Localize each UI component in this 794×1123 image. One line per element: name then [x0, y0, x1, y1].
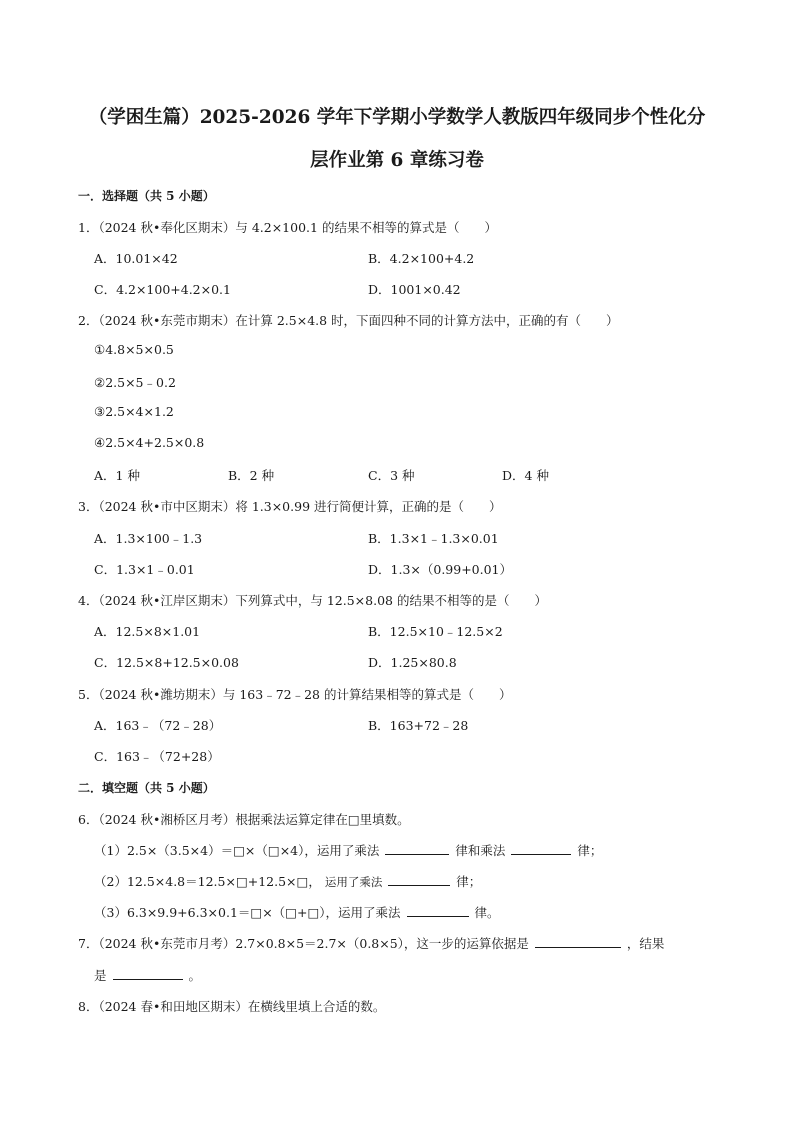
question-6-part-3-text-2: 律。 — [474, 905, 500, 920]
blank-field[interactable] — [113, 967, 183, 980]
question-1-stem: 1．（2024 秋•奉化区期末）与 4.2×100.1 的结果不相等的算式是（ ） — [78, 220, 497, 235]
question-7-line-2 — [94, 966, 201, 984]
question-3-option-a: A．1.3×100﹣1.3 — [94, 531, 203, 546]
question-7-text-3: 。 — [188, 968, 201, 983]
blank-field[interactable] — [511, 842, 571, 855]
question-4-option-c: C．12.5×8+12.5×0.08 — [94, 655, 239, 670]
question-8-stem: 8．（2024 春•和田地区期末）在横线里填上合适的数。 — [78, 999, 386, 1014]
blank-field[interactable] — [407, 904, 469, 917]
question-5-option-a: A．163﹣（72﹣28） — [94, 718, 222, 733]
blank-field[interactable] — [535, 935, 621, 948]
question-2-option-b: B．2 种 — [228, 468, 275, 483]
question-6-part-1-text-3: 律； — [577, 843, 603, 858]
question-6-part-2-text-2: 律； — [456, 874, 482, 889]
question-1-option-c: C．4.2×100+4.2×0.1 — [94, 282, 231, 297]
question-3-stem: 3．（2024 秋•市中区期末）将 1.3×0.99 进行简便计算，正确的是（ ） — [78, 499, 502, 514]
question-2-stem: 2．（2024 秋•东莞市期末）在计算 2.5×4.8 时，下面四种不同的计算方法中，正确的有（ ） — [78, 313, 619, 328]
question-5-option-c: C．163﹣（72+28） — [94, 749, 220, 764]
question-6-part-1-text: （1）2.5×（3.5×4）＝□×（□×4），运用了乘法 — [94, 843, 380, 858]
blank-field[interactable] — [388, 873, 450, 886]
blank-field[interactable] — [385, 842, 449, 855]
question-2-option-a: A．1 种 — [94, 468, 140, 483]
question-4-option-b: B．12.5×10﹣12.5×2 — [368, 624, 503, 639]
question-2-option-d: D．4 种 — [502, 468, 549, 483]
question-7-text-mid: ，结果 — [626, 936, 665, 951]
question-2-method-3: ③2.5×4×1.2 — [94, 404, 174, 419]
question-3-option-b: B．1.3×1﹣1.3×0.01 — [368, 531, 499, 546]
question-5-stem: 5．（2024 秋•潍坊期末）与 163﹣72﹣28 的计算结果相等的算式是（ ） — [78, 687, 512, 702]
question-6-part-3-text: （3）6.3×9.9+6.3×0.1＝□×（□+□），运用了乘法 — [94, 905, 401, 920]
question-1-option-a: A．10.01×42 — [94, 251, 178, 266]
question-5-option-b: B．163+72﹣28 — [368, 718, 469, 733]
question-4-option-d: D．1.25×80.8 — [368, 655, 457, 670]
question-4-stem: 4．（2024 秋•江岸区期末）下列算式中，与 12.5×8.08 的结果不相等的是（ ） — [78, 593, 547, 608]
question-6-part-2-note: 运用了乘法 — [324, 875, 383, 889]
section-heading-choice: 一．选择题（共 5 小题） — [78, 189, 215, 203]
question-6-part-2-text: （2）12.5×4.8＝12.5×□+12.5×□， — [94, 874, 321, 889]
question-6-part-2 — [94, 872, 481, 890]
section-heading-fill: 二．填空题（共 5 小题） — [78, 781, 215, 795]
question-6-stem: 6．（2024 秋•湘桥区月考）根据乘法运算定律在□里填数。 — [78, 812, 410, 827]
question-2-method-1: ①4.8×5×0.5 — [94, 342, 174, 357]
question-6-part-3 — [94, 903, 500, 921]
question-7-stem: 7．（2024 秋•东莞市月考）2.7×0.8×5＝2.7×（0.8×5），这一步的运算依据是 — [78, 936, 529, 951]
question-4-option-a: A．12.5×8×1.01 — [94, 624, 201, 639]
question-7-text-2: 是 — [94, 968, 107, 983]
question-2-option-c: C．3 种 — [368, 468, 415, 483]
question-2-method-2: ②2.5×5﹣0.2 — [94, 375, 176, 390]
question-2-method-4: ④2.5×4+2.5×0.8 — [94, 435, 205, 450]
question-6-part-1 — [94, 841, 602, 859]
question-1-option-b: B．4.2×100+4.2 — [368, 251, 475, 266]
question-7-line-1 — [78, 934, 664, 952]
question-6-part-1-text-2: 律和乘法 — [455, 843, 506, 858]
question-1-option-d: D．1001×0.42 — [368, 282, 461, 297]
title-line-1: （学困生篇）2025-2026 学年下学期小学数学人教版四年级同步个性化分 — [88, 107, 706, 128]
title-line-2: 层作业第 6 章练习卷 — [310, 150, 484, 171]
question-3-option-c: C．1.3×1﹣0.01 — [94, 562, 195, 577]
question-3-option-d: D．1.3×（0.99+0.01） — [368, 562, 513, 577]
